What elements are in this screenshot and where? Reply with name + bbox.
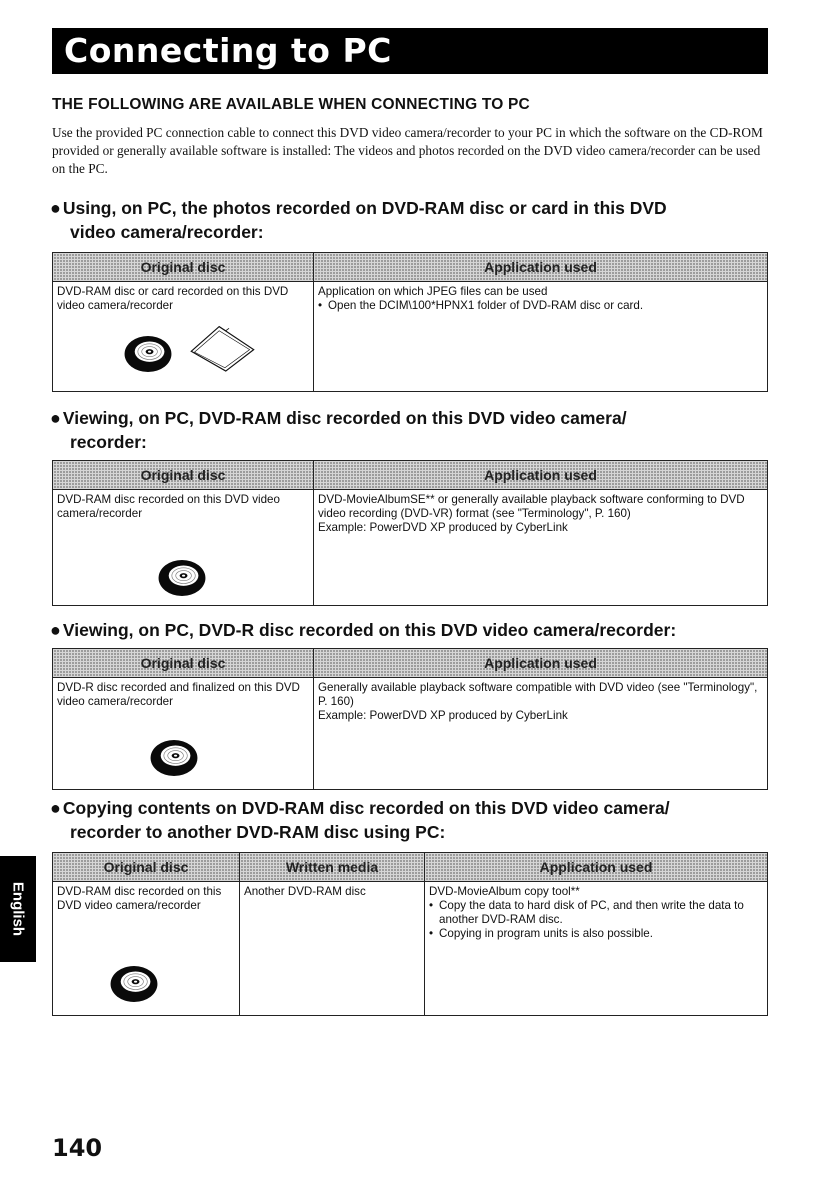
header-original-disc: Original disc bbox=[53, 253, 314, 282]
section-3-heading: ● Viewing, on PC, DVD-R disc recorded on this DVD video camera/recorder: bbox=[50, 620, 677, 640]
list-item: • Copying in program units is also possible. bbox=[429, 927, 763, 941]
section-2-table bbox=[52, 460, 768, 606]
bullet-icon: ● bbox=[50, 620, 61, 640]
header-written-media: Written media bbox=[240, 853, 425, 882]
application-cell: Generally available playback software compatible with DVD video (see "Terminology", P. 160) Example: PowerDVD XP produced by CyberLink bbox=[314, 678, 768, 790]
header-application-used: Application used bbox=[314, 649, 768, 678]
bullet-icon: ● bbox=[50, 798, 61, 818]
section-1-table bbox=[52, 252, 768, 392]
dvd-disc-icon bbox=[149, 738, 199, 778]
header-application-used: Application used bbox=[314, 461, 768, 490]
bullet-list bbox=[318, 299, 763, 313]
page-number: 140 bbox=[52, 1134, 103, 1162]
bullet-icon: ● bbox=[50, 408, 61, 428]
header-original-disc: Original disc bbox=[53, 853, 240, 882]
section-2-heading: ● Viewing, on PC, DVD-RAM disc recorded on this DVD video camera/ recorder: bbox=[50, 408, 627, 452]
bullet-icon: ● bbox=[50, 198, 61, 218]
section-1-heading: ● Using, on PC, the photos recorded on DVD-RAM disc or card in this DVD video camera/recorder: bbox=[50, 198, 667, 242]
page-title: Connecting to PC bbox=[52, 28, 768, 74]
original-disc-cell: DVD-RAM disc recorded on this DVD video camera/recorder bbox=[53, 490, 314, 606]
header-original-disc: Original disc bbox=[53, 649, 314, 678]
section-4-heading: ● Copying contents on DVD-RAM disc recorded on this DVD video camera/ recorder to another DVD-RAM disc using PC: bbox=[50, 798, 670, 842]
list-item: • Open the DCIM\100*HPNX1 folder of DVD-RAM disc or card. bbox=[318, 299, 763, 313]
header-original-disc: Original disc bbox=[53, 461, 314, 490]
intro-paragraph: Use the provided PC connection cable to connect this DVD video camera/recorder to your PC in which the software on the CD-ROM provided or generally available software is installed: The videos and photos recorded on the DVD video camera/recorder can be used on the PC. bbox=[52, 125, 763, 176]
application-cell: DVD-MovieAlbumSE** or generally available playback software conforming to DVD video recording (DVD-VR) format (see "Terminology", P. 160) Example: PowerDVD XP produced by CyberLink bbox=[314, 490, 768, 606]
dvd-disc-icon bbox=[157, 558, 207, 598]
section-subheading: THE FOLLOWING ARE AVAILABLE WHEN CONNECTING TO PC bbox=[52, 96, 530, 113]
application-cell: DVD-MovieAlbum copy tool** • Copy the data to hard disk of PC, and then write the data to another DVD-RAM disc. • Copying in program units is also possible. bbox=[425, 882, 768, 1016]
original-disc-cell: DVD-RAM disc or card recorded on this DVD video camera/recorder bbox=[53, 282, 314, 392]
section-3-table bbox=[52, 648, 768, 790]
section-4-table bbox=[52, 852, 768, 1016]
list-item: • Copy the data to hard disk of PC, and then write the data to another DVD-RAM disc. bbox=[429, 899, 763, 927]
bullet-list bbox=[429, 899, 763, 941]
original-disc-cell: DVD-RAM disc recorded on this DVD video camera/recorder bbox=[53, 882, 240, 1016]
dvd-disc-icon bbox=[123, 334, 173, 374]
header-application-used: Application used bbox=[425, 853, 768, 882]
original-disc-cell: DVD-R disc recorded and finalized on this DVD video camera/recorder bbox=[53, 678, 314, 790]
header-application-used: Application used bbox=[314, 253, 768, 282]
application-cell: Application on which JPEG files can be used • Open the DCIM\100*HPNX1 folder of DVD-RAM disc or card. bbox=[314, 282, 768, 392]
language-tab: English bbox=[0, 856, 36, 962]
dvd-disc-icon bbox=[109, 964, 159, 1004]
memory-card-icon bbox=[183, 322, 257, 374]
written-media-cell: Another DVD-RAM disc bbox=[240, 882, 425, 1016]
